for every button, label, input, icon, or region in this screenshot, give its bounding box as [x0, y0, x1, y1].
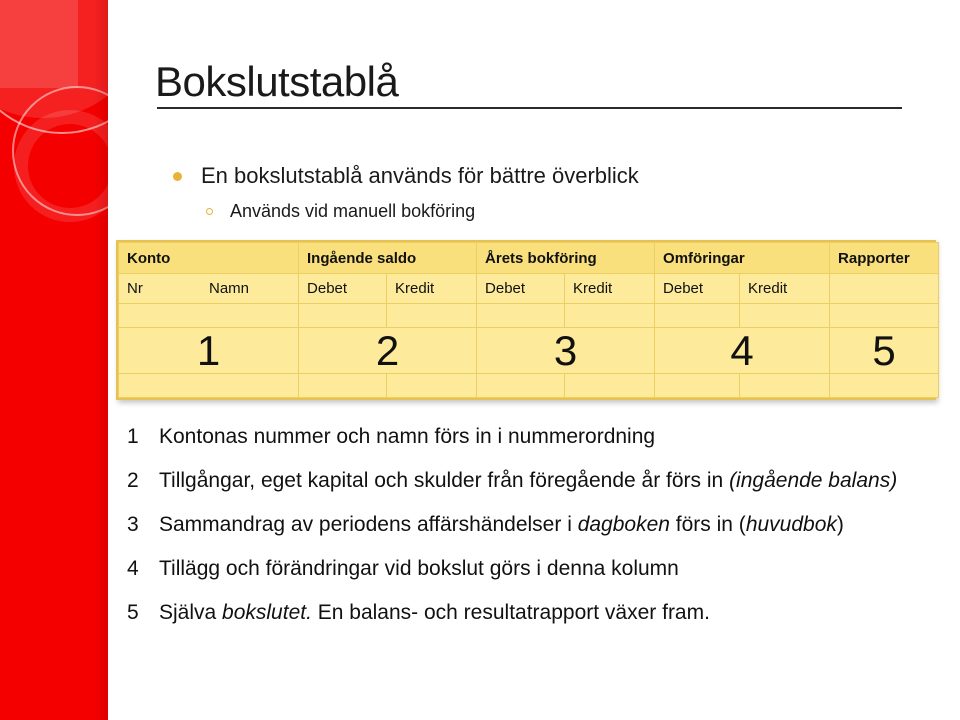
group-header-omforingar: Omföringar [655, 243, 830, 274]
blank-cell-konto [119, 374, 299, 398]
sub-header-ab-debet: Debet [477, 274, 565, 304]
title-underline-rule [157, 107, 902, 109]
blank-cell [740, 374, 830, 398]
step-number: 3 [127, 513, 139, 536]
sidebar-edge-shading [94, 0, 108, 720]
table-sub-header-row [119, 274, 939, 304]
steps-list [127, 425, 927, 645]
step-number: 5 [127, 601, 139, 624]
group-header-konto: Konto [119, 243, 299, 274]
blank-cell [830, 304, 939, 328]
bokslutstabla-table [116, 240, 936, 400]
number-cell-1: 1 [119, 328, 299, 374]
list-item [127, 513, 927, 557]
blank-cell [387, 374, 477, 398]
bullet-item-level2 [206, 199, 826, 223]
step-text: Kontonas nummer och namn förs in i nummerordning [159, 425, 656, 448]
table-number-row [119, 328, 939, 374]
blank-cell [740, 304, 830, 328]
sub-header-om-debet: Debet [655, 274, 740, 304]
blank-cell [565, 304, 655, 328]
sub-header-ab-kredit: Kredit [565, 274, 655, 304]
sub-header-om-kredit: Kredit [740, 274, 830, 304]
group-header-ingaende-saldo: Ingående saldo [299, 243, 477, 274]
blank-cell [565, 374, 655, 398]
table-row [119, 304, 939, 328]
bullet-dot-icon [173, 172, 182, 181]
blank-cell [830, 374, 939, 398]
list-item [127, 425, 927, 469]
table-group-header-row [119, 243, 939, 274]
list-item [127, 601, 927, 645]
number-cell-4: 4 [655, 328, 830, 374]
blank-cell [387, 304, 477, 328]
blank-cell [655, 304, 740, 328]
step-text: Tillgångar, eget kapital och skulder från föregående år förs in (ingående balans) [159, 469, 898, 492]
sub-header-ib-debet: Debet [299, 274, 387, 304]
blank-cell [299, 374, 387, 398]
sub-header-nr: Nr [127, 280, 143, 297]
page-title: Bokslutstablå [155, 58, 399, 105]
group-header-rapporter: Rapporter [830, 243, 939, 274]
step-text: Själva bokslutet. En balans- och resultatrapport växer fram. [159, 601, 710, 624]
bullet-level1-label: En bokslutstablå används för bättre överblick [201, 163, 639, 188]
step-number: 2 [127, 469, 139, 492]
bullet-item-level1 [173, 162, 813, 190]
bullet-level2-label: Används vid manuell bokföring [230, 201, 476, 221]
step-text: Tillägg och förändringar vid bokslut görs i denna kolumn [159, 557, 679, 580]
decorative-sidebar [0, 0, 108, 720]
blank-cell [655, 374, 740, 398]
sub-header-rapporter-empty [830, 274, 939, 304]
group-header-arets-bokforing: Årets bokföring [477, 243, 655, 274]
table-row [119, 374, 939, 398]
blank-cell [477, 304, 565, 328]
step-text: Sammandrag av periodens affärshändelser i dagboken förs in (huvudbok) [159, 513, 844, 536]
number-cell-5: 5 [830, 328, 939, 374]
sub-header-namn: Namn [209, 280, 250, 297]
number-cell-3: 3 [477, 328, 655, 374]
step-number: 4 [127, 557, 139, 580]
blank-cell-konto [119, 304, 299, 328]
step-number: 1 [127, 425, 139, 448]
sub-header-konto-cell [119, 274, 299, 304]
bullet-ring-icon [206, 208, 213, 215]
blank-cell [477, 374, 565, 398]
list-item [127, 469, 927, 513]
sub-header-ib-kredit: Kredit [387, 274, 477, 304]
list-item [127, 557, 927, 601]
blank-cell [299, 304, 387, 328]
number-cell-2: 2 [299, 328, 477, 374]
